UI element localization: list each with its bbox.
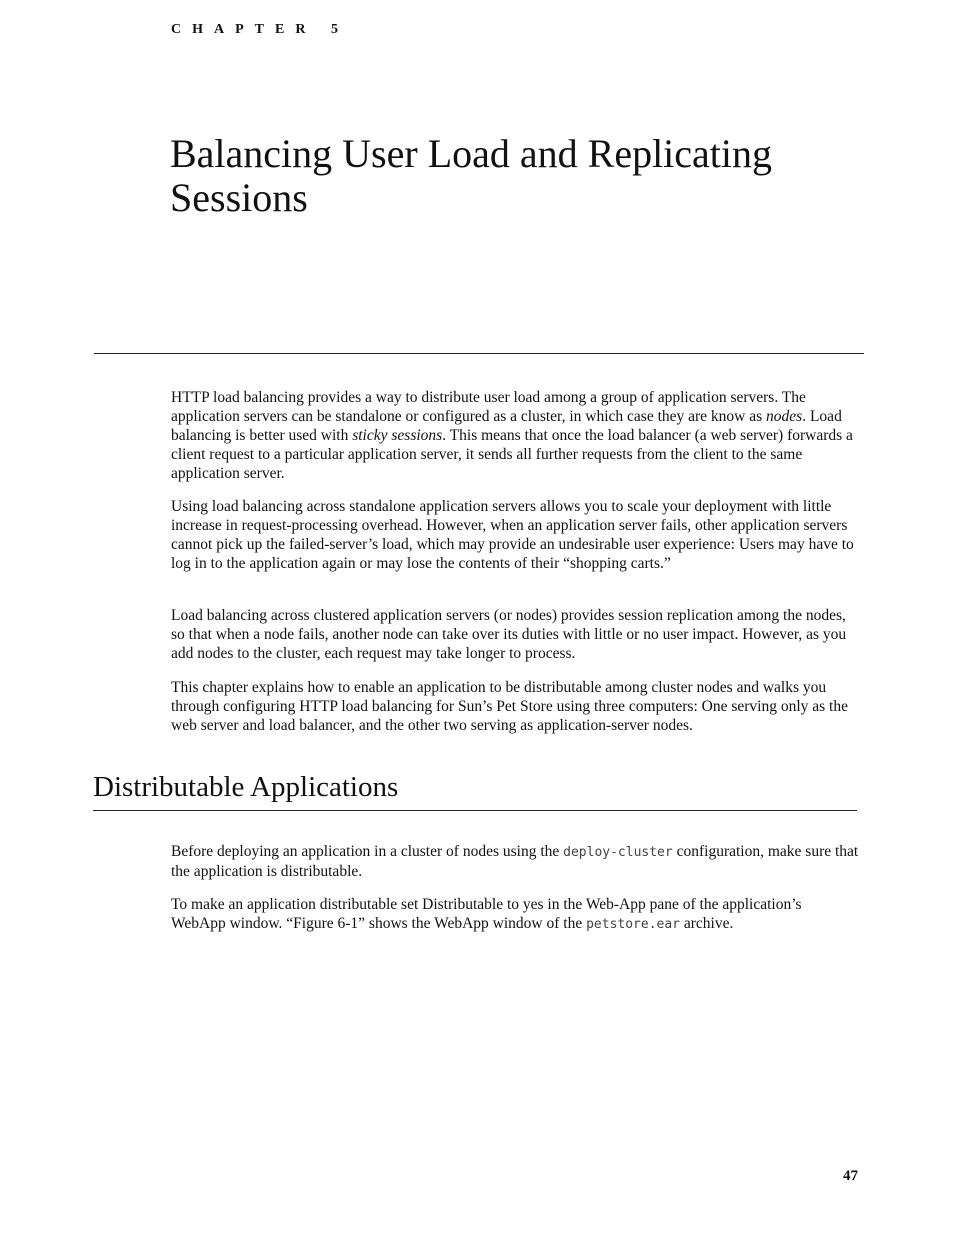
intro-paragraph-1	[171, 388, 859, 483]
chapter-divider	[94, 353, 864, 354]
term-nodes: nodes	[766, 408, 803, 425]
section-heading: Distributable Applications	[93, 768, 857, 811]
section-p2-text-b: archive.	[680, 915, 734, 932]
intro-p1-text-a: HTTP load balancing provides a way to distribute user load among a group of application servers. The application servers can be standalone or configured as a cluster, in which case they are know as	[171, 389, 806, 425]
section-paragraph-1	[171, 842, 859, 881]
intro-paragraph-3: Load balancing across clustered application servers (or nodes) provides session replication among the nodes, so that when a node fails, another node can take over its duties with little or no user impact. However, as you add nodes to the cluster, each request may take longer to process.	[171, 607, 847, 662]
intro-paragraph-4: This chapter explains how to enable an application to be distributable among cluster nodes and walks you through configuring HTTP load balancing for Sun’s Pet Store using three computers: One serving only as the web server and load balancer, and the other two serving as application-server nodes.	[171, 679, 848, 734]
intro-p1-text-b: . Load balancing is better used with	[171, 408, 842, 444]
intro-paragraph-2: Using load balancing across standalone application servers allows you to scale your deployment with little increase in request-processing overhead. However, when an application server fails, other application servers cannot pick up the failed-server’s load, which may provide an undesirable user experience: Users may have to log in to the application again or may lose the contents of their “shopping carts.”	[171, 498, 854, 572]
chapter-title-line-2: Sessions	[170, 175, 308, 220]
section-p1-text-b: configuration, make sure that the application is distributable.	[171, 843, 859, 880]
section-p2-text-a: To make an application distributable set Distributable to yes in the Web-App pane of the application’s WebApp window. “Figure 6-1” shows the WebApp window of the	[171, 896, 802, 932]
term-sticky-sessions: sticky sessions	[352, 427, 443, 444]
section-paragraph-2	[171, 895, 859, 934]
chapter-label: CHAPTER 5	[171, 22, 349, 37]
section-p1-text-a: Before deploying an application in a cluster of nodes using the	[171, 843, 564, 860]
code-petstore-ear: petstore.ear	[586, 917, 681, 932]
code-deploy-cluster: deploy-cluster	[563, 845, 673, 860]
chapter-title	[170, 132, 870, 220]
chapter-title-line-1: Balancing User Load and Replicating	[170, 131, 773, 176]
page-number: 47	[843, 1168, 858, 1184]
intro-p1-text-c: . This means that once the load balancer (a web server) forwards a client request to a particular application server, it sends all further requests from the client to the same application server.	[171, 427, 853, 482]
